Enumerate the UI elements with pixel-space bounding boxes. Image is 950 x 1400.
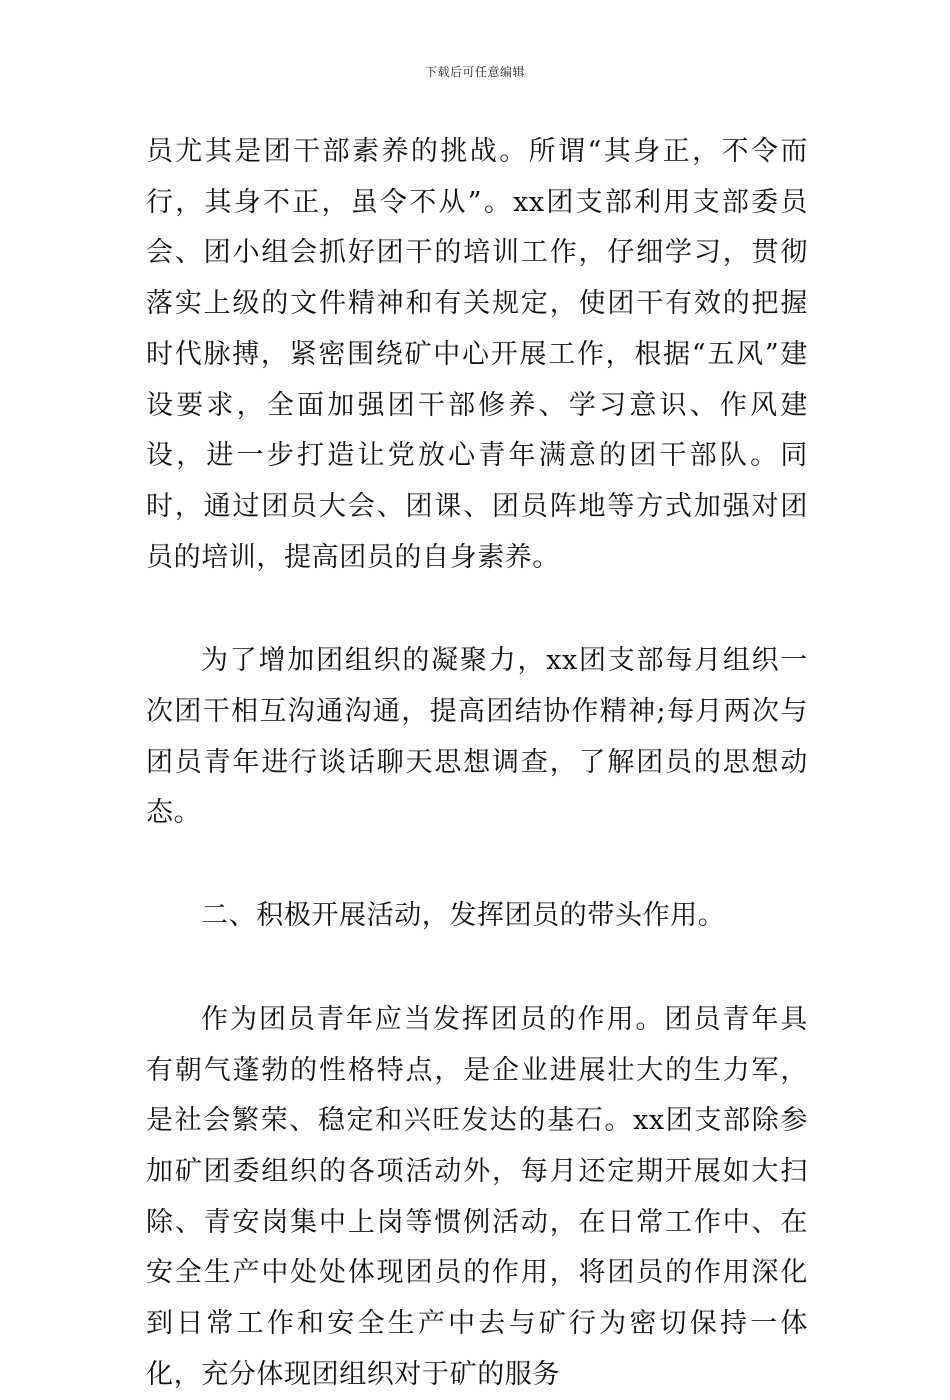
paragraph-cohesion: 为了增加团组织的凝聚力，xx团支部每月组织一次团干相互沟通沟通，提高团结协作精神;每月两次与团员青年进行谈话聊天思想调查，了解团员的思想动态。 [146,645,808,829]
document-body [146,127,808,1400]
paragraph-activities: 作为团员青年应当发挥团员的作用。团员青年具有朝气蓬勃的性格特点，是企业进展壮大的生力军，是社会繁荣、稳定和兴旺发达的基石。xx团支部除参加矿团委组织的各项活动外，每月还定期开展如大扫除、青安岗集中上岗等惯例活动，在日常工作中、在安全生产中处处体现团员的作用，将团员的作用深化到日常工作和安全生产中去与矿行为密切保持一体化，充分体现团组织对于矿的服务 [146,1003,808,1390]
page-header: 下载后可任意编辑 [424,65,525,79]
section-heading: 二、积极开展活动，发挥团员的带头作用。 [201,900,726,932]
paragraph-continuation: 员尤其是团干部素养的挑战。所谓“其身正，不令而行，其身不正，虽令不从”。xx团支部利用支部委员会、团小组会抓好团干的培训工作，仔细学习，贯彻落实上级的文件精神和有关规定，使团干有效的把握时代脉搏，紧密围绕矿中心开展工作，根据“五风”建设要求，全面加强团干部修养、学习意识、作风建设，进一步打造让党放心青年满意的团干部队。同时，通过团员大会、团课、团员阵地等方式加强对团员的培训，提高团员的自身素养。 [146,136,808,573]
